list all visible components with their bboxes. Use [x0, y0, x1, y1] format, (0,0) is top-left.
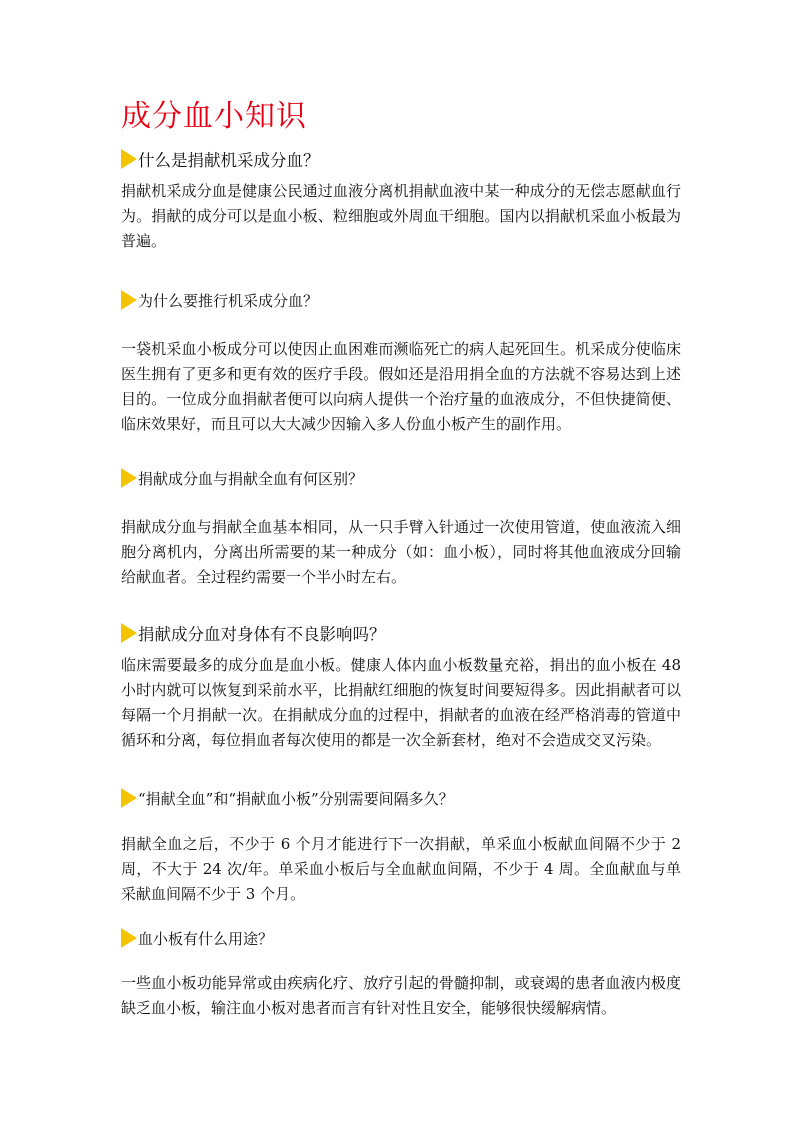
section-question: “捐献全血”和“捐献血小板”分别需要间隔多久？ — [138, 789, 454, 808]
section-difference — [121, 466, 681, 590]
section-answer: 临床需要最多的成分血是血小板。健康人体内血小板数量充裕，捐出的血小板在 48 小时内就可以恢复到采前水平，比捐献红细胞的恢复时间要短得多。因此捐献者可以每隔一个月捐献一次。在捐献成分血的过程中，捐献者的血液在经严格消毒的管道中循环和分离，每位捐血者每次使用的都是一次全新套材，绝对不会造成交叉污染。 — [121, 656, 681, 749]
section-interval — [121, 786, 681, 907]
section-answer: 捐献全血之后，不少于 6 个月才能进行下一次捐献，单采血小板献血间隔不少于 2 周，不大于 24 次/年。单采血小板后与全血献血间隔，不少于 4 周。全血献血与单采献血间隔不少于 3 个月。 — [121, 835, 681, 903]
section-question: 捐献成分血对身体有不良影响吗？ — [138, 625, 386, 644]
triangle-bullet-icon — [121, 149, 137, 169]
section-question: 捐献成分血与捐献全血有何区别？ — [138, 469, 364, 488]
triangle-bullet-icon — [121, 623, 137, 643]
section-question: 为什么要推行机采成分血？ — [138, 291, 319, 310]
section-question: 什么是捐献机采成分血？ — [138, 151, 320, 170]
triangle-bullet-icon — [121, 468, 137, 488]
page-title: 成分血小知识 — [121, 99, 307, 134]
section-heading — [121, 288, 681, 312]
section-why — [121, 288, 681, 437]
section-heading — [121, 147, 681, 171]
section-answer: 捐献机采成分血是健康公民通过血液分离机捐献血液中某一种成分的无偿志愿献血行为。捐献的成分可以是血小板、粒细胞或外周血干细胞。国内以捐献机采血小板最为普遍。 — [121, 182, 681, 250]
section-what-is — [121, 147, 681, 254]
triangle-bullet-icon — [121, 788, 137, 808]
section-question: 血小板有什么用途？ — [138, 929, 274, 948]
section-side-effects — [121, 621, 681, 753]
section-heading — [121, 466, 681, 490]
triangle-bullet-icon — [121, 928, 137, 948]
section-answer: 一些血小板功能异常或由疾病化疗、放疗引起的骨髓抑制，或衰竭的患者血液内极度缺乏血小板，输注血小板对患者而言有针对性且安全，能够很快缓解病情。 — [121, 974, 681, 1017]
triangle-bullet-icon — [121, 290, 137, 310]
section-heading — [121, 926, 681, 950]
section-answer: 捐献成分血与捐献全血基本相同，从一只手臂入针通过一次使用管道，使血液流入细胞分离机内，分离出所需要的某一种成分（如：血小板），同时将其他血液成分回输给献血者。全过程约需要一个半小时左右。 — [121, 518, 681, 586]
section-answer: 一袋机采血小板成分可以使因止血困难而濒临死亡的病人起死回生。机采成分使临床医生拥有了更多和更有效的医疗手段。假如还是沿用捐全血的方法就不容易达到上述目的。一位成分血捐献者便可以向病人提供一个治疗量的血液成分，不但快捷简便、临床效果好，而且可以大大减少因输入多人份血小板产生的副作用。 — [121, 340, 681, 433]
section-heading — [121, 621, 681, 645]
section-heading — [121, 786, 681, 810]
section-usage — [121, 926, 681, 1021]
